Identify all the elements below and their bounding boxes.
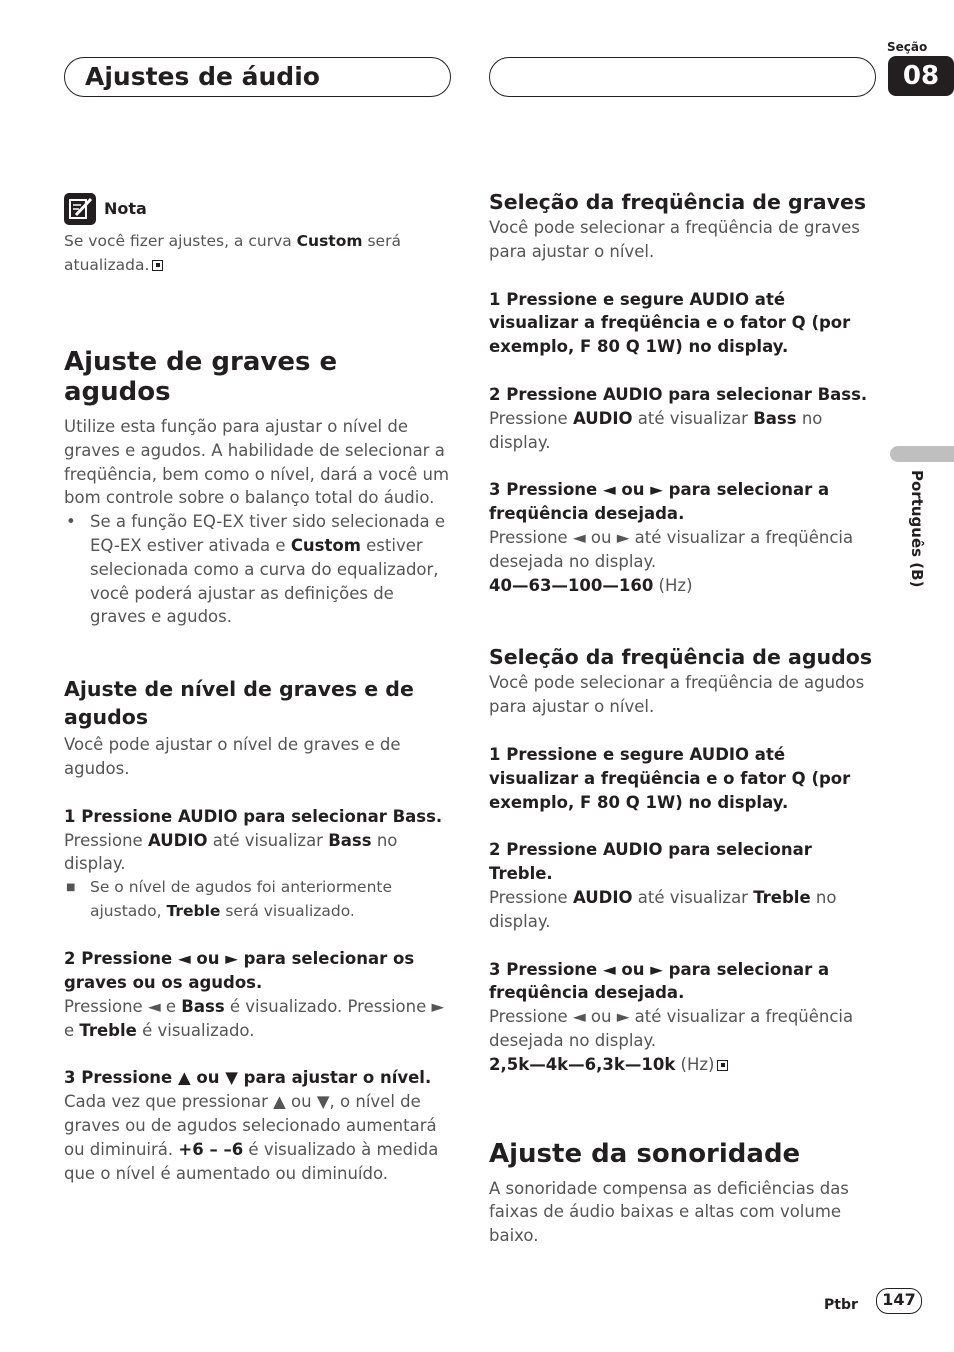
section2-intro: Você pode ajustar o nível de graves e de agudos. <box>64 735 401 778</box>
freq-graves-step1-title: 1 Pressione e segure AUDIO até visualizar a freqüência e o fator Q (por exemplo, F 80 Q 1W) no display. <box>489 289 851 357</box>
freq-agudos-values: 2,5k—4k—6,3k—10k (Hz) <box>489 1053 877 1077</box>
nivel-step1-note: ■ Se o nível de agudos foi anteriormente ajustado, Treble será visualizado. <box>66 878 393 920</box>
sonoridade-intro: A sonoridade compensa as deficiências das faixas de áudio baixas e altas com volume baixo. <box>489 1178 849 1246</box>
section1-intro: Utilize esta função para ajustar o nível de graves e agudos. A habilidade de selecionar a freqüência, bem como o nível, dará a você um bom controle sobre o balanço total do áudio. <box>64 417 450 508</box>
nivel-step2-title: 2 Pressione ◄ ou ► para selecionar os graves ou os agudos. <box>64 949 415 992</box>
nivel-step1-text: Pressione AUDIO até visualizar Bass no display. <box>64 830 398 874</box>
language-side-label: Português (B) <box>908 470 926 588</box>
note-pencil-icon <box>64 193 96 225</box>
nivel-step3-text: Cada vez que pressionar ▲ ou ▼, o nível de graves ou de agudos selecionado aumentará ou diminuirá. +6 – –6 é visualizado à medida que o nível é aumentado ou diminuído. <box>64 1092 439 1183</box>
note-header <box>64 192 452 226</box>
freq-graves-step3-title: 3 Pressione ◄ ou ► para selecionar a freqüência desejada. <box>489 480 830 524</box>
header-title-pill <box>64 57 451 97</box>
note-text: Se você fizer ajustes, a curva Custom será atualizada. <box>64 232 401 274</box>
freq-graves-step3-text: Pressione ◄ ou ► até visualizar a freqüência desejada no display. <box>489 527 854 571</box>
freq-agudos-step3-title: 3 Pressione ◄ ou ► para selecionar a freqüência desejada. <box>489 959 830 1003</box>
header-title: Ajustes de áudio <box>85 62 320 91</box>
page-number: 147 <box>876 1288 922 1314</box>
nivel-step3-title: 3 Pressione ▲ ou ▼ para ajustar o nível. <box>64 1068 432 1088</box>
end-mark-icon <box>717 1060 728 1071</box>
freq-graves-intro: Você pode selecionar a freqüência de graves para ajustar o nível. <box>489 218 860 261</box>
section-label: Seção <box>887 40 928 54</box>
section-title-nivel: Ajuste de nível de graves e de agudos <box>64 677 414 730</box>
freq-graves-step2-title: 2 Pressione AUDIO para selecionar Bass. <box>489 384 868 404</box>
freq-agudos-step3-text: Pressione ◄ ou ► até visualizar a freqüência desejada no display. <box>489 1007 854 1050</box>
language-side-tab <box>890 446 954 462</box>
freq-agudos-step2-title: 2 Pressione AUDIO para selecionar Treble. <box>489 840 812 884</box>
nivel-step2-text: Pressione ◄ e Bass é visualizado. Pressione ► e Treble é visualizado. <box>64 996 445 1040</box>
freq-graves-values: 40—63—100—160 (Hz) <box>489 575 693 595</box>
section-title-sonoridade: Ajuste da sonoridade <box>489 1138 801 1169</box>
footer-lang-code: Ptbr <box>824 1297 858 1313</box>
end-mark-icon <box>152 260 163 271</box>
header-empty-pill <box>489 57 876 97</box>
freq-agudos-intro: Você pode selecionar a freqüência de agudos para ajustar o nível. <box>489 673 865 717</box>
freq-agudos-step1-title: 1 Pressione e segure AUDIO até visualizar a freqüência e o fator Q (por exemplo, F 80 Q 1W) no display. <box>489 744 851 812</box>
section-title-graves-agudos: Ajuste de graves e agudos <box>64 347 338 407</box>
section-title-freq-graves: Seleção da freqüência de graves <box>489 190 867 214</box>
section-title-freq-agudos: Seleção da freqüência de agudos <box>489 645 873 670</box>
nivel-step1-title: 1 Pressione AUDIO para selecionar Bass. <box>64 806 443 826</box>
freq-graves-step2-text: Pressione AUDIO até visualizar Bass no display. <box>489 408 823 452</box>
right-column <box>489 188 877 1248</box>
note-label: Nota <box>104 199 147 219</box>
section-number-badge: 08 <box>888 56 954 96</box>
section1-bullet: • Se a função EQ-EX tiver sido selecionada e EQ-EX estiver ativada e Custom estiver selecionada como a curva do equalizador, você poderá ajustar as definições de graves e agudos. <box>66 512 446 627</box>
left-column <box>64 192 452 1185</box>
freq-agudos-step2-text: Pressione AUDIO até visualizar Treble no display. <box>489 887 837 931</box>
